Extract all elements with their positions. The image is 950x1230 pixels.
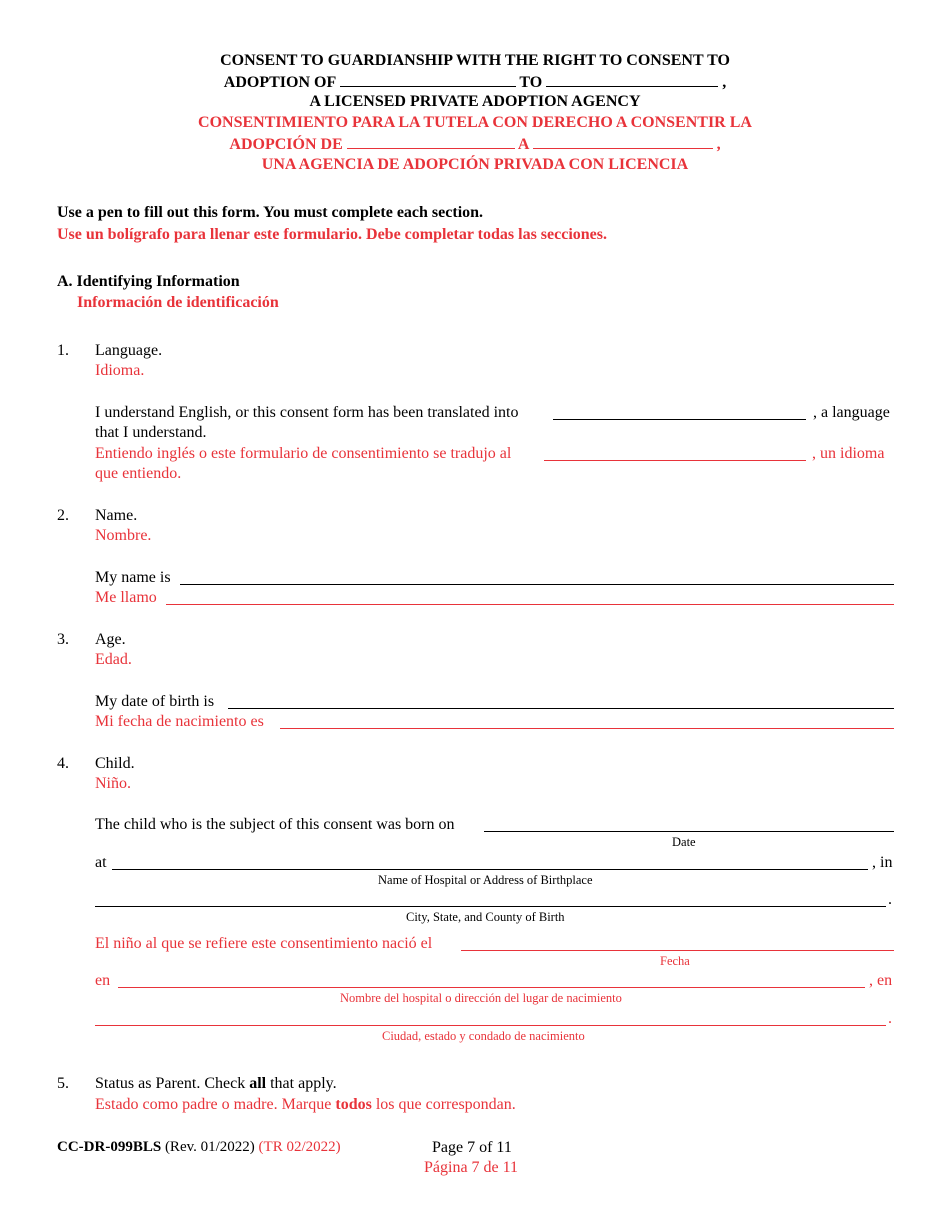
item-3-label-es: Edad. (95, 651, 132, 668)
language-field-en[interactable] (553, 419, 806, 420)
name-field-es[interactable] (166, 604, 894, 605)
item-2-label-en: Name. (95, 507, 138, 524)
birthplace-caption-en: Name of Hospital or Address of Birthplace (378, 873, 593, 887)
dob-text-es: Mi fecha de nacimiento es (95, 713, 264, 730)
birth-date-field-en[interactable] (484, 831, 894, 832)
item-5-label-es-a: Estado como padre o madre. Marque (95, 1096, 336, 1113)
language-text-en-b: , a language (813, 404, 890, 421)
birth-at-es: en (95, 972, 111, 989)
item-2-label-es: Nombre. (95, 527, 152, 544)
agency-name-field-en[interactable] (546, 73, 718, 87)
item-5-label-es-todos: todos (335, 1096, 372, 1113)
title-en-line-2 (0, 73, 950, 92)
footer-page-en: Page 7 of 11 (432, 1139, 512, 1156)
instructions-en: Use a pen to fill out this form. You must complete each section. (57, 204, 484, 221)
language-text-es-c: que entiendo. (95, 465, 182, 482)
birth-date-caption-es: Fecha (660, 954, 690, 968)
item-5-label-en-all: all (249, 1075, 267, 1092)
item-3-label-en: Age. (95, 631, 126, 648)
item-2-number: 2. (57, 507, 69, 524)
name-text-en: My name is (95, 569, 171, 586)
instructions-es: Use un bolígrafo para llenar este formulario. Debe completar todas las secciones. (57, 226, 608, 243)
item-1-number: 1. (57, 342, 69, 359)
language-text-en-c: that I understand. (95, 424, 207, 441)
title-en-line-1: CONSENT TO GUARDIANSHIP WITH THE RIGHT TO CONSENT TO (220, 52, 730, 69)
dob-text-en: My date of birth is (95, 693, 215, 710)
title-en-comma: , (722, 74, 727, 91)
title-en-adoption-of: ADOPTION OF (223, 74, 336, 91)
birth-city-period-es: . (888, 1010, 892, 1027)
child-name-field-es[interactable] (347, 135, 515, 149)
form-revision: (Rev. 01/2022) (164, 1139, 255, 1155)
footer-page-es: Página 7 de 11 (424, 1159, 519, 1176)
birth-in-es: , en (869, 972, 893, 989)
birth-date-caption-en: Date (672, 835, 696, 849)
title-es-adopcion-de: ADOPCIÓN DE (229, 136, 343, 153)
item-5-label-es (95, 1096, 516, 1114)
language-text-es-b: , un idioma (812, 445, 885, 462)
birth-city-caption-es: Ciudad, estado y condado de nacimiento (382, 1029, 585, 1043)
item-5-label-en-a: Status as Parent. Check (95, 1075, 250, 1092)
footer-form-id (57, 1139, 341, 1156)
birth-date-field-es[interactable] (461, 950, 894, 951)
language-field-es[interactable] (544, 460, 806, 461)
language-text-en-a: I understand English, or this consent form has been translated into (95, 404, 519, 421)
item-1-label-es: Idioma. (95, 362, 145, 379)
birth-text-en: The child who is the subject of this consent was born on (95, 816, 455, 833)
title-es-line-2 (0, 135, 950, 154)
title-en-to: TO (519, 74, 543, 91)
dob-field-en[interactable] (228, 708, 894, 709)
item-4-label-es: Niño. (95, 775, 131, 792)
title-es-line-1: CONSENTIMIENTO PARA LA TUTELA CON DERECHO A CONSENTIR LA (198, 114, 752, 131)
child-name-field-en[interactable] (340, 73, 516, 87)
agency-name-field-es[interactable] (533, 135, 713, 149)
birth-text-es: El niño al que se refiere este consentimiento nació el (95, 935, 433, 952)
item-4-label-en: Child. (95, 755, 135, 772)
dob-field-es[interactable] (280, 728, 894, 729)
title-es-line-3: UNA AGENCIA DE ADOPCIÓN PRIVADA CON LICENCIA (261, 156, 689, 173)
language-text-es-a: Entiendo inglés o este formulario de consentimiento se tradujo al (95, 445, 512, 462)
title-es-comma: , (716, 136, 721, 153)
birth-at-en: at (95, 854, 107, 871)
birth-in-en: , in (872, 854, 893, 871)
item-5-label-es-c: los que correspondan. (371, 1096, 516, 1113)
item-1-label-en: Language. (95, 342, 163, 359)
name-field-en[interactable] (180, 584, 894, 585)
name-text-es: Me llamo (95, 589, 157, 606)
section-a-title-es: Información de identificación (77, 294, 279, 311)
birth-city-field-es[interactable] (95, 1025, 886, 1026)
title-en-line-3: A LICENSED PRIVATE ADOPTION AGENCY (309, 93, 641, 110)
birthplace-caption-es: Nombre del hospital o dirección del lugar de nacimiento (340, 991, 622, 1005)
birth-city-period-en: . (888, 891, 892, 908)
item-5-label-en-c: that apply. (266, 1075, 337, 1092)
birth-city-field-en[interactable] (95, 906, 886, 907)
form-translation-date: (TR 02/2022) (258, 1139, 341, 1155)
birth-city-caption-en: City, State, and County of Birth (406, 910, 565, 924)
item-5-label-en (95, 1075, 337, 1093)
item-5-number: 5. (57, 1075, 69, 1092)
section-a-title-en: A. Identifying Information (57, 273, 240, 290)
item-4-number: 4. (57, 755, 69, 772)
title-es-a: A (517, 136, 529, 153)
birthplace-field-es[interactable] (118, 987, 865, 988)
birthplace-field-en[interactable] (112, 869, 868, 870)
item-3-number: 3. (57, 631, 69, 648)
form-id: CC-DR-099BLS (57, 1139, 162, 1155)
